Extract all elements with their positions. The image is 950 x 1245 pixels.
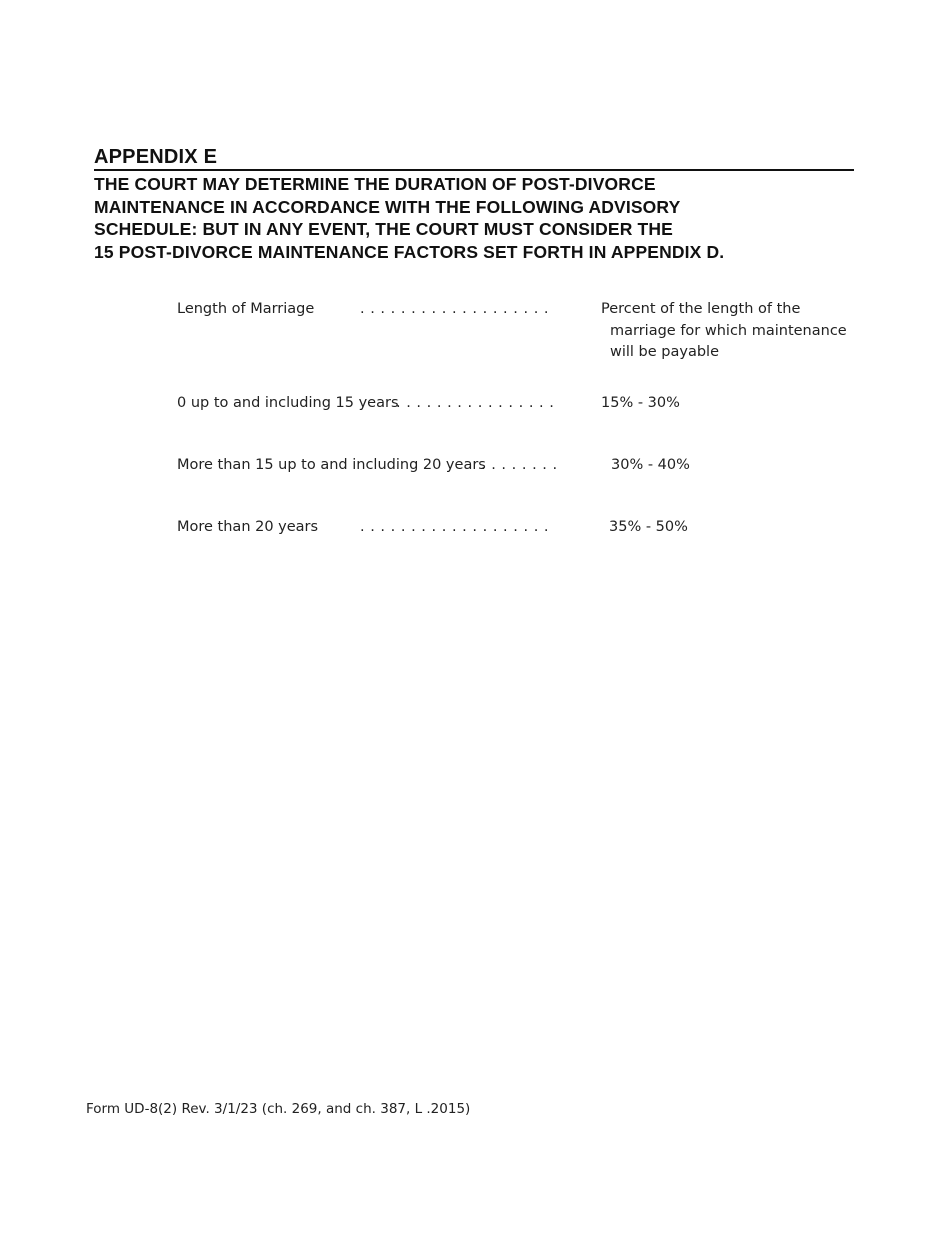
- header-percent-line-3: will be payable: [610, 344, 719, 360]
- heading-line-4: 15 POST-DIVORCE MAINTENANCE FACTORS SET FORTH IN APPENDIX D.: [94, 241, 725, 262]
- row-length-label: More than 15 up to and including 20 years: [177, 457, 486, 473]
- row-leader-dots: . . . . . . . .: [481, 457, 558, 473]
- row-percent-value: 35% - 50%: [609, 519, 688, 535]
- header-length-label: Length of Marriage: [177, 301, 315, 317]
- header-percent-line-2: marriage for which maintenance: [610, 322, 847, 339]
- row-leader-dots: . . . . . . . . . . . . . . . . . . .: [360, 519, 550, 535]
- appendix-title: APPENDIX E: [94, 145, 854, 171]
- header-percent-line-1: Percent of the length of the: [601, 301, 801, 317]
- row-length-label: 0 up to and including 15 years: [177, 395, 399, 411]
- row-length-label: More than 20 years: [177, 519, 319, 535]
- row-percent-value: 15% - 30%: [601, 395, 680, 411]
- heading-line-2: MAINTENANCE IN ACCORDANCE WITH THE FOLLOWING ADVISORY: [94, 196, 681, 217]
- row-leader-dots: . . . . . . . . . . . . . . . .: [396, 395, 555, 411]
- appendix-heading: [94, 173, 874, 263]
- header-percent-label: [601, 299, 847, 364]
- heading-line-3: SCHEDULE: BUT IN ANY EVENT, THE COURT MUST CONSIDER THE: [94, 219, 673, 239]
- heading-line-1: THE COURT MAY DETERMINE THE DURATION OF POST-DIVORCE: [94, 174, 656, 194]
- form-footer: Form UD-8(2) Rev. 3/1/23 (ch. 269, and ch. 387, L .2015): [86, 1101, 471, 1117]
- header-leader-dots: . . . . . . . . . . . . . . . . . . .: [360, 301, 550, 317]
- row-percent-value: 30% - 40%: [611, 457, 690, 473]
